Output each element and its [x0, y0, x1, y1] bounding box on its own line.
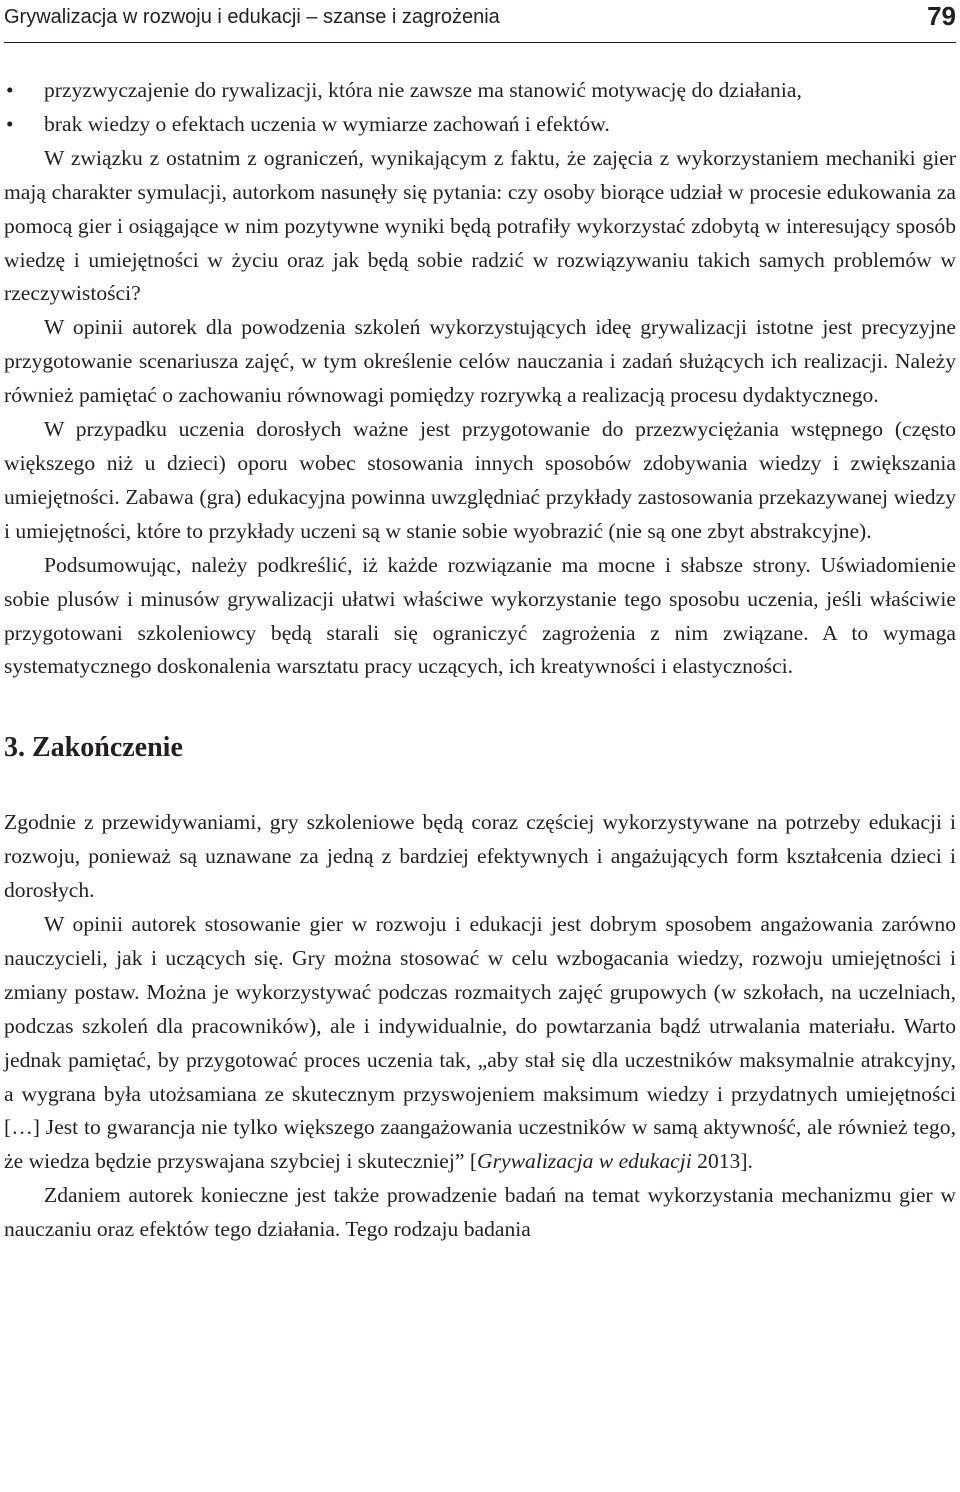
bullet-list	[4, 74, 956, 142]
paragraph: Podsumowując, należy podkreślić, iż każde rozwiązanie ma mocne i słabsze strony. Uświadomienie sobie plusów i minusów grywalizacji ułatwi właściwe wykorzystanie tego sposobu uczenia, jeśli właściwie przygotowani szkoleniowcy będą starali się ograniczyć zagrożenia z nim związane. A to wymaga systematycznego doskonalenia warsztatu pracy uczących, ich kreatywności i elastyczności.	[4, 552, 956, 679]
bullet-item: • przyzwyczajenie do rywalizacji, która nie zawsze ma stanowić motywację do działania,	[4, 74, 956, 108]
paragraph: W przypadku uczenia dorosłych ważne jest przygotowanie do przezwyciężania wstępnego (często większego niż u dzieci) oporu wobec stosowania innych sposobów zdobywania wiedzy i zwiększania umiejętności. Zabawa (gra) edukacyjna powinna uwzględniać przykłady zastosowania przekazywanej wiedzy i umiejętności, które to przykłady uczeni są w stanie sobie wyobrazić (nie są one zbyt abstrakcyjne).	[4, 417, 956, 543]
paragraph: Zgodnie z przewidywaniami, gry szkoleniowe będą coraz częściej wykorzystywane na potrzeby edukacji i rozwoju, ponieważ są uznawane za jedną z bardziej efektywnych i angażujących form kształcenia dzieci i dorosłych.	[4, 810, 956, 903]
document-page	[4, 0, 956, 1247]
body-text	[4, 74, 956, 1247]
paragraph: W związku z ostatnim z ograniczeń, wynikającym z faktu, że zajęcia z wykorzystaniem mechaniki gier mają charakter symulacji, autorkom nasunęły się pytania: czy osoby biorące udział w procesie edukowania za pomocą gier i osiągające w nim pozytywne wyniki będą potrafiły wykorzystać zdobytą w interesujący sposób wiedzę i umiejętności w życiu oraz jak będą sobie radzić w rozwiązywaniu takich samych problemów w rzeczywistości?	[4, 145, 956, 306]
paragraph	[4, 908, 956, 1179]
paragraph-text: W opinii autorek stosowanie gier w rozwoju i edukacji jest dobrym sposobem angażowania zarówno nauczycieli, jak i uczących się. Gry można stosować w celu wzbogacania wiedzy, rozwoju umiejętności i zmiany postaw. Można je wykorzystywać podczas rozmaitych zajęć grupowych (w szkołach, na uczelniach, podczas szkoleń dla pracowników), ale i indywidualnie, do powtarzania bądź utrwalania materiału. Warto jednak pamiętać, by przygotować proces uczenia tak, „aby stał się dla uczestników maksymalnie atrakcyjny, a wygrana była utożsamiana ze skutecznym przyswojeniem maksimum wiedzy i przydatnych umiejętności […] Jest to gwarancja nie tylko większego zaangażowania uczestników w samą aktywność, ale również tego, że wiedza będzie przyswajana szybciej i skuteczniej” [	[4, 912, 956, 1174]
citation-year: 2013].	[691, 1149, 753, 1174]
paragraph: W opinii autorek dla powodzenia szkoleń wykorzystujących ideę grywalizacji istotne jest precyzyjne przygotowanie scenariusza zajęć, w tym określenie celów nauczania i zadań służących ich realizacji. Należy również pamiętać o zachowaniu równowagi pomiędzy rozrywką a realizacją procesu dydaktycznego.	[4, 315, 956, 408]
page-number: 79	[927, 1, 956, 31]
paragraph: Zdaniem autorek konieczne jest także prowadzenie badań na temat wykorzystania mechanizmu gier w nauczaniu oraz efektów tego działania. Tego rodzaju badania	[4, 1183, 956, 1242]
section-heading: 3. Zakończenie	[4, 732, 183, 764]
running-title: Grywalizacja w rozwoju i edukacji – szanse i zagrożenia	[4, 6, 500, 28]
running-header	[4, 0, 956, 43]
bullet-item: • brak wiedzy o efektach uczenia w wymiarze zachowań i efektów.	[4, 108, 956, 142]
citation-title: Grywalizacja w edukacji	[477, 1149, 692, 1174]
